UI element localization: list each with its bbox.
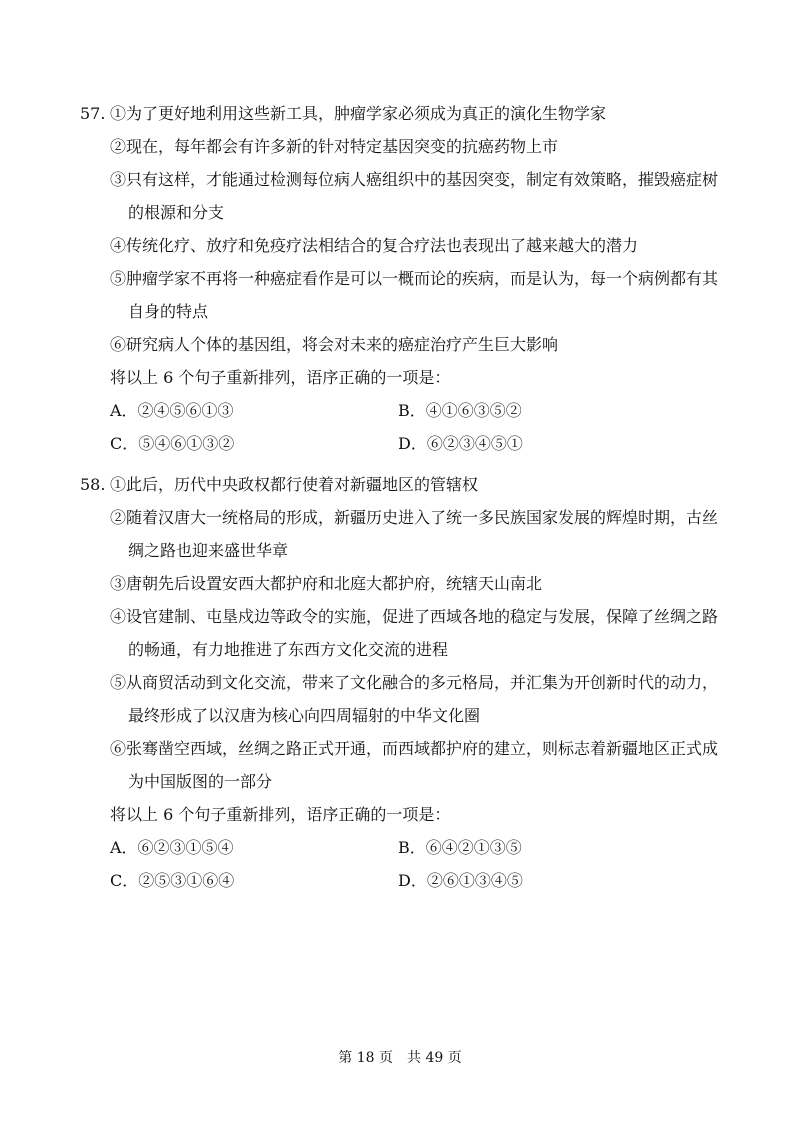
item-text: 绸之路也迎来盛世华章 [128, 541, 289, 560]
option-b: B．④①⑥③⑤② [398, 401, 522, 420]
option-d: D．⑥②③④⑤① [398, 434, 523, 453]
options-row [80, 864, 730, 897]
question-item-2 [80, 501, 730, 534]
question-item-1 [80, 97, 730, 130]
prompt-text: 将以上 6 个句子重新排列，语序正确的一项是： [110, 368, 451, 387]
question-prompt [80, 798, 730, 831]
item-text: ③只有这样，才能通过检测每位病人癌组织中的基因突变，制定有效策略，摧毁癌症树 [110, 170, 719, 189]
item-text: ④设官建制、屯垦戍边等政令的实施，促进了西域各地的稳定与发展，保障了丝绸之路 [110, 607, 719, 626]
item-text: ③唐朝先后设置安西大都护府和北庭大都护府，统辖天山南北 [110, 574, 543, 593]
question-item-6-cont [80, 765, 730, 798]
item-text: 最终形成了以汉唐为核心向四周辐射的中华文化圈 [128, 706, 481, 725]
question-57 [80, 97, 730, 460]
question-item-5-cont [80, 699, 730, 732]
item-text: 自身的特点 [128, 302, 209, 321]
page-footer [0, 1048, 800, 1068]
question-item-6 [80, 328, 730, 361]
item-text: ⑥张骞凿空西域，丝绸之路正式开通，而西域都护府的建立，则标志着新疆地区正式成 [110, 739, 719, 758]
item-text: 的畅通，有力地推进了东西方文化交流的进程 [128, 640, 449, 659]
question-item-3 [80, 567, 730, 600]
option-d: D．②⑥①③④⑤ [398, 871, 523, 890]
item-text: 的根源和分支 [128, 203, 225, 222]
question-item-5 [80, 666, 730, 699]
question-58 [80, 468, 730, 897]
item-text: ②现在，每年都会有许多新的针对特定基因突变的抗癌药物上市 [110, 137, 559, 156]
question-item-5 [80, 262, 730, 295]
item-text: ①为了更好地利用这些新工具，肿瘤学家必须成为真正的演化生物学家 [110, 104, 607, 123]
item-text: ⑤从商贸活动到文化交流，带来了文化融合的多元格局，并汇集为开创新时代的动力， [110, 673, 719, 692]
item-text: 为中国版图的一部分 [128, 772, 273, 791]
page-number: 第 18 页 共 49 页 [338, 1050, 462, 1066]
item-text: ⑥研究病人个体的基因组，将会对未来的癌症治疗产生巨大影响 [110, 335, 559, 354]
question-number: 57. [80, 104, 106, 123]
question-item-4-cont [80, 633, 730, 666]
question-item-3-cont [80, 196, 730, 229]
item-text: ④传统化疗、放疗和免疫疗法相结合的复合疗法也表现出了越来越大的潜力 [110, 236, 639, 255]
option-a: A．②④⑤⑥①③ [110, 401, 234, 420]
options-row [80, 394, 730, 427]
item-text: ⑤肿瘤学家不再将一种癌症看作是可以一概而论的疾病，而是认为，每一个病例都有其 [110, 269, 719, 288]
item-text: ①此后，历代中央政权都行使着对新疆地区的管辖权 [110, 475, 479, 494]
question-item-5-cont [80, 295, 730, 328]
question-item-6 [80, 732, 730, 765]
question-item-2 [80, 130, 730, 163]
option-c: C．⑤④⑥①③② [110, 434, 235, 453]
option-c: C．②⑤③①⑥④ [110, 871, 235, 890]
options-row [80, 427, 730, 460]
question-item-4 [80, 229, 730, 262]
prompt-text: 将以上 6 个句子重新排列，语序正确的一项是： [110, 805, 451, 824]
item-text: ②随着汉唐大一统格局的形成，新疆历史进入了统一多民族国家发展的辉煌时期，古丝 [110, 508, 719, 527]
question-prompt [80, 361, 730, 394]
option-b: B．⑥④②①③⑤ [398, 838, 522, 857]
options-row [80, 831, 730, 864]
question-number: 58. [80, 475, 106, 494]
question-item-1 [80, 468, 730, 501]
question-item-3 [80, 163, 730, 196]
option-a: A．⑥②③①⑤④ [110, 838, 234, 857]
question-item-4 [80, 600, 730, 633]
question-item-2-cont [80, 534, 730, 567]
